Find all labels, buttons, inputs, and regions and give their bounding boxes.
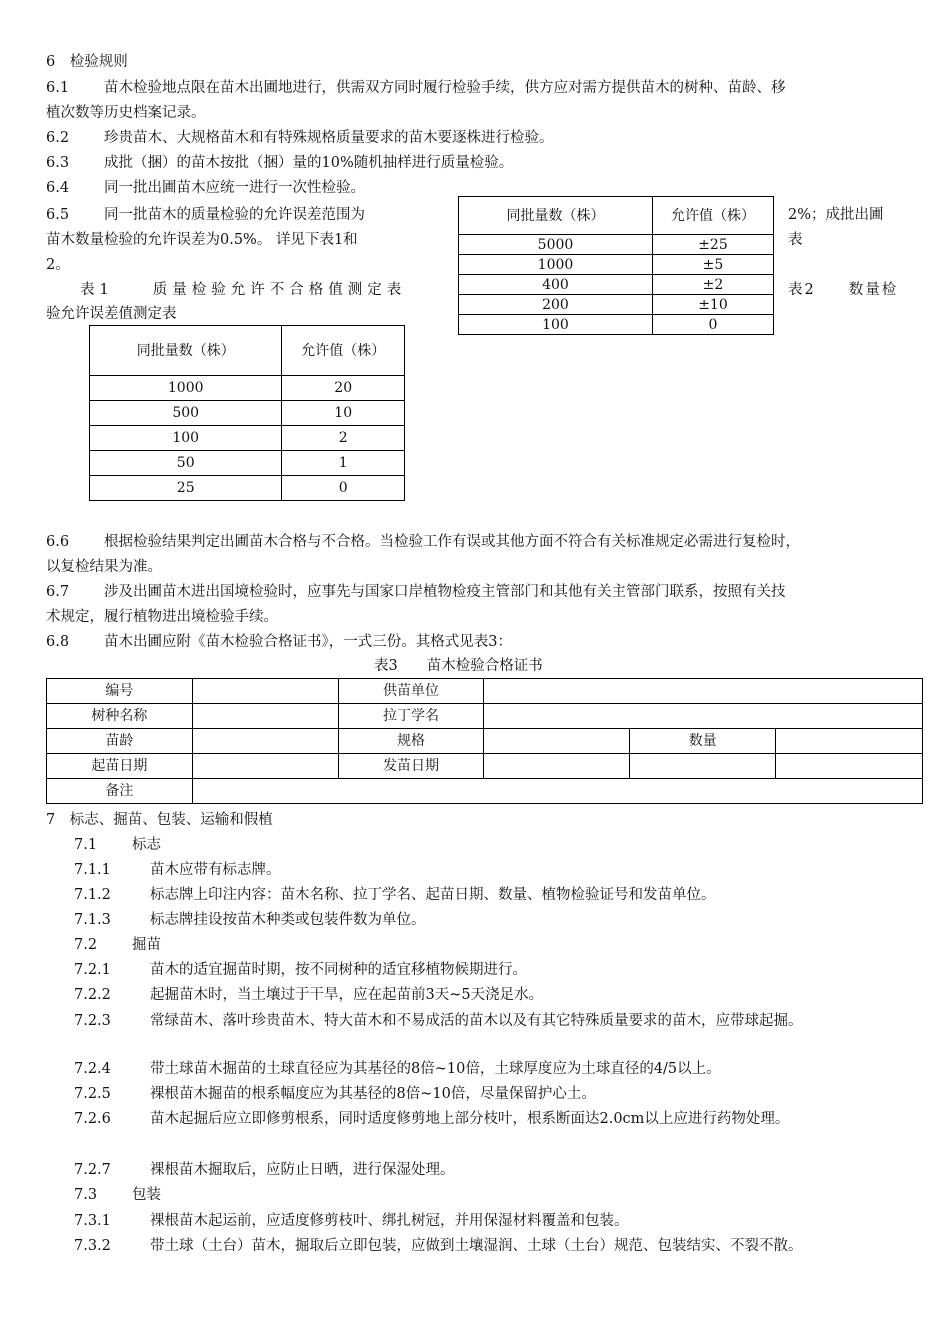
table-cell: ±25 (652, 235, 773, 255)
table-cell: ±5 (652, 255, 773, 275)
table-row (47, 679, 923, 704)
table-header-row (459, 197, 774, 235)
clause-text: 带土球（土台）苗木，掘取后立即包装，应做到土壤湿润、土球（土台）规范、包装结实、不裂不散。 (150, 1238, 803, 1254)
clause-6-6-line-1: 根据检验结果判定出圃苗木合格与不合格。当检验工作有误或其他方面不符合有关标准规定必需进行复检时， (104, 534, 800, 550)
label-supplier: 供苗单位 (338, 679, 484, 704)
table-row (459, 295, 774, 315)
clause-number: 7.2.7 (74, 1162, 111, 1178)
clause-text: 标志牌上印注内容：苗木名称、拉丁学名、起苗日期、数量、植物检验证号和发苗单位。 (150, 887, 716, 903)
table-cell: 1000 (90, 376, 282, 401)
label-seedling-age: 苗龄 (47, 729, 193, 754)
clause-text: 带土球苗木掘苗的土球直径应为其基径的8倍~10倍，土球厚度应为土球直径的4/5以上。 (150, 1061, 721, 1077)
field-seedling-age (192, 729, 338, 754)
clause-6-6-line-2: 以复检结果为准。 (46, 559, 162, 575)
certificate-table (46, 678, 923, 804)
clause-number: 7.2.6 (74, 1111, 111, 1127)
table-row (47, 779, 923, 804)
table-cell: 25 (90, 476, 282, 501)
clause-6-1-line-1: 苗木检验地点限在苗木出圃地进行，供需双方同时履行检验手续，供方应对需方提供苗木的树种、苗龄、移 (104, 80, 786, 96)
clause-6-5-line-1: 同一批苗木的质量检验的允许误差范围为 (104, 207, 365, 223)
table-row (90, 376, 405, 401)
clause-text: 起掘苗木时，当土壤过于干旱，应在起苗前3天~5天浇足水。 (150, 987, 544, 1003)
label-latin-name: 拉丁学名 (338, 704, 484, 729)
table-cell: 10 (282, 401, 405, 426)
clause-6-1-line-2: 植次数等历史档案记录。 (46, 105, 206, 121)
label-species-name: 树种名称 (47, 704, 193, 729)
clause-6-5-line-2: 苗木数量检验的允许误差为0.5%。 详见下表1和 (46, 232, 358, 248)
clause-text: 苗木起掘后应立即修剪根系，同时适度修剪地上部分枝叶，根系断面达2.0cm以上应进行药物处理。 (150, 1111, 790, 1127)
quality-tolerance-table (89, 325, 405, 501)
clause-6-5-line-3: 2。 (46, 257, 70, 273)
table-cell: 200 (459, 295, 653, 315)
clause-6-5-right-1: 2%；成批出圃 (788, 207, 884, 223)
clause-text: 标志牌挂设按苗木种类或包装件数为单位。 (150, 912, 426, 928)
field-specification (484, 729, 630, 754)
field-serial-number (192, 679, 338, 704)
table-cell: 20 (282, 376, 405, 401)
field-dispatch-date (484, 754, 630, 779)
header-allowed-value: 允许值（株） (652, 197, 773, 235)
header-allowed-value: 允许值（株） (282, 326, 405, 376)
label-quantity: 数量 (630, 729, 776, 754)
clause-number: 7.1.2 (74, 887, 111, 903)
field-lifting-date (192, 754, 338, 779)
clause-6-7-line-1: 涉及出圃苗木进出国境检验时，应事先与国家口岸植物检疫主管部门和其他有关主管部门联系，按照有关技 (104, 584, 786, 600)
table-row (47, 754, 923, 779)
clause-number: 7.3 (74, 1187, 98, 1203)
clause-6-5-right-2: 表 (788, 232, 803, 248)
clause-6-1-number: 6.1 (46, 80, 70, 96)
clause-text: 苗木应带有标志牌。 (150, 862, 281, 878)
clause-number: 7.3.1 (74, 1213, 111, 1229)
clause-number: 7.2.2 (74, 987, 111, 1003)
table-2-caption-cont: 验允许误差值测定表 (46, 306, 177, 322)
clause-text: 包装 (132, 1187, 161, 1203)
field-quantity (776, 729, 923, 754)
table-cell: ±2 (652, 275, 773, 295)
table-row (90, 426, 405, 451)
clause-text: 裸根苗木掘取后，应防止日晒，进行保湿处理。 (150, 1162, 455, 1178)
table-cell: 0 (652, 315, 773, 335)
label-lifting-date: 起苗日期 (47, 754, 193, 779)
clause-6-6-number: 6.6 (46, 534, 70, 550)
clause-6-2-number: 6.2 (46, 130, 70, 146)
table-cell: 1000 (459, 255, 653, 275)
section-6-heading: 6 检验规则 (46, 54, 128, 70)
clause-6-8-number: 6.8 (46, 634, 70, 650)
table-row (459, 235, 774, 255)
table-cell: 500 (90, 401, 282, 426)
clause-6-7-line-2: 术规定，履行植物进出境检验手续。 (46, 609, 278, 625)
clause-number: 7.2.4 (74, 1061, 111, 1077)
table-row (459, 315, 774, 335)
field-species-name (192, 704, 338, 729)
table-cell: 0 (282, 476, 405, 501)
clause-number: 7.1.3 (74, 912, 111, 928)
table-1-caption: 表1 质量检验允许不合格值测定表 (80, 282, 407, 298)
clause-text: 标志 (132, 837, 161, 853)
label-remarks: 备注 (47, 779, 193, 804)
table-cell: 100 (90, 426, 282, 451)
clause-text: 裸根苗木掘苗的根系幅度应为其基径的8倍~10倍，尽量保留护心土。 (150, 1086, 596, 1102)
table-row (47, 729, 923, 754)
table-2-caption-right: 表2 数量检 (788, 282, 899, 298)
clause-text: 掘苗 (132, 937, 161, 953)
clause-6-4-text: 同一批出圃苗木应统一进行一次性检验。 (104, 180, 365, 196)
clause-text: 常绿苗木、落叶珍贵苗木、特大苗木和不易成活的苗木以及有其它特殊质量要求的苗木，应带球起掘。 (150, 1013, 803, 1029)
table-row (47, 704, 923, 729)
clause-6-7-number: 6.7 (46, 584, 70, 600)
clause-number: 7.1.1 (74, 862, 111, 878)
clause-text: 苗木的适宜掘苗时期，按不同树种的适宜移植物候期进行。 (150, 962, 527, 978)
field-remarks (192, 779, 922, 804)
table-row (459, 255, 774, 275)
clause-6-2-text: 珍贵苗木、大规格苗木和有特殊规格质量要求的苗木要逐株进行检验。 (104, 130, 554, 146)
label-specification: 规格 (338, 729, 484, 754)
table-row (90, 451, 405, 476)
clause-number: 7.1 (74, 837, 98, 853)
field-supplier (484, 679, 923, 704)
table-cell: 100 (459, 315, 653, 335)
clause-number: 7.2.1 (74, 962, 111, 978)
table-cell: 5000 (459, 235, 653, 255)
clause-number: 7.2 (74, 937, 98, 953)
table-row (459, 275, 774, 295)
clause-number: 7.2.3 (74, 1013, 111, 1029)
table-row (90, 401, 405, 426)
header-batch-quantity: 同批量数（株） (90, 326, 282, 376)
clause-6-4-number: 6.4 (46, 180, 70, 196)
clause-6-3-number: 6.3 (46, 155, 70, 171)
clause-6-5-number: 6.5 (46, 207, 70, 223)
table-header-row (90, 326, 405, 376)
table-row (90, 476, 405, 501)
header-batch-quantity: 同批量数（株） (459, 197, 653, 235)
label-dispatch-date: 发苗日期 (338, 754, 484, 779)
field-latin-name (484, 704, 923, 729)
table-cell: 400 (459, 275, 653, 295)
field-empty (776, 754, 923, 779)
quantity-tolerance-table (458, 196, 774, 335)
clause-number: 7.2.5 (74, 1086, 111, 1102)
table-cell: 2 (282, 426, 405, 451)
field-empty (630, 754, 776, 779)
table-cell: ±10 (652, 295, 773, 315)
table-cell: 50 (90, 451, 282, 476)
section-7-heading: 7 标志、掘苗、包装、运输和假植 (46, 812, 273, 828)
clause-text: 裸根苗木起运前，应适度修剪枝叶、绑扎树冠，并用保湿材料覆盖和包装。 (150, 1213, 629, 1229)
table-cell: 1 (282, 451, 405, 476)
clause-number: 7.3.2 (74, 1238, 111, 1254)
clause-6-3-text: 成批（捆）的苗木按批（捆）量的10%随机抽样进行质量检验。 (104, 155, 514, 171)
label-serial-number: 编号 (47, 679, 193, 704)
clause-6-8-text: 苗木出圃应附《苗木检验合格证书》，一式三份。其格式见表3： (104, 634, 512, 650)
table-3-caption: 表3 苗木检验合格证书 (374, 658, 543, 674)
